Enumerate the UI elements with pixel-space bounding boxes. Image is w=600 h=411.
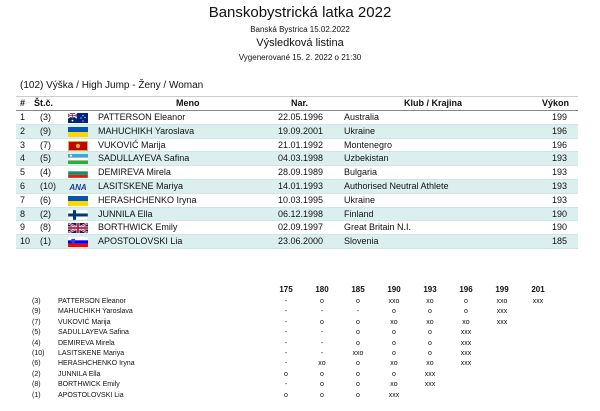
- attempt-mark: xo: [426, 360, 434, 368]
- attempt-mark: o: [428, 308, 432, 316]
- athlete-name: HERASHCHENKO Iryna: [98, 194, 197, 205]
- series-name: LASITSKENE Mariya: [58, 350, 125, 357]
- attempt-mark: o: [320, 381, 324, 389]
- col-result: Výkon: [542, 98, 570, 108]
- attempt-mark: xxo: [496, 298, 508, 305]
- athlete-name: PATTERSON Eleanor: [98, 112, 186, 122]
- attempt-mark: xxo: [352, 350, 364, 357]
- attempt-mark: xxx: [532, 298, 544, 305]
- attempt-mark: o: [356, 391, 360, 399]
- club: Slovenia: [344, 236, 379, 247]
- attempt-mark: o: [356, 360, 360, 368]
- attempt-mark: -: [284, 360, 288, 368]
- attempt-mark: o: [284, 391, 288, 399]
- attempt-mark: -: [320, 339, 324, 347]
- rank: 4: [20, 153, 26, 164]
- attempt-mark: xo: [318, 360, 326, 368]
- table-row: [16, 125, 578, 139]
- result: 193: [552, 153, 568, 164]
- rank: 2: [20, 125, 26, 136]
- attempt-mark: xxx: [460, 339, 472, 347]
- birth-date: 22.05.1996: [278, 112, 324, 122]
- rank: 5: [20, 167, 26, 178]
- rank: 10: [20, 236, 31, 247]
- series-row: [0, 328, 600, 338]
- series-bib: (10): [32, 350, 45, 357]
- generated-timestamp: Vygenerované 15. 2. 2022 o 21:30: [238, 53, 362, 62]
- club: Ukraine: [344, 125, 376, 136]
- height-label: 201: [531, 285, 545, 294]
- rank: 3: [20, 139, 26, 150]
- series-row: [0, 349, 600, 359]
- bib: (2): [40, 208, 51, 219]
- birth-date: 19.09.2001: [278, 125, 324, 136]
- attempt-mark: xxx: [460, 360, 472, 368]
- attempt-mark: xxx: [460, 350, 472, 357]
- table-row: [16, 166, 578, 180]
- height-label: 199: [495, 285, 509, 294]
- attempt-mark: o: [392, 350, 396, 357]
- series-bib: (9): [32, 308, 41, 316]
- table-row: [16, 152, 578, 166]
- attempt-mark: xo: [390, 360, 398, 368]
- attempt-mark: xxx: [460, 329, 472, 337]
- table-row: [16, 139, 578, 153]
- series-name: VUKOVIĆ Marija: [58, 318, 111, 326]
- club: Ukraine: [344, 194, 376, 205]
- event-title: (102) Výška / High Jump - Ženy / Woman: [20, 80, 204, 91]
- table-row: [16, 208, 578, 222]
- bib: (4): [40, 167, 51, 178]
- series-row: [0, 391, 600, 401]
- athlete-name: LASITSKENE Mariya: [98, 180, 184, 191]
- series-name: HERASHCHENKO Iryna: [58, 360, 135, 368]
- result: 196: [552, 139, 568, 150]
- attempt-mark: o: [320, 318, 324, 326]
- series-bib: (3): [32, 298, 41, 305]
- attempt-mark: -: [284, 381, 288, 389]
- birth-date: 21.01.1992: [278, 139, 324, 150]
- series-name: DEMIREVA Mirela: [58, 339, 115, 347]
- attempt-mark: o: [356, 370, 360, 378]
- attempt-mark: xo: [462, 318, 470, 326]
- series-name: APOSTOLOVSKI Lia: [58, 391, 124, 399]
- series-bib: (7): [32, 318, 41, 326]
- attempt-mark: o: [464, 298, 468, 305]
- attempt-mark: xo: [390, 381, 398, 389]
- attempt-mark: xxx: [424, 381, 436, 389]
- birth-date: 23.06.2000: [278, 236, 324, 247]
- club: Uzbekistan: [344, 153, 389, 164]
- attempt-mark: o: [428, 350, 432, 357]
- height-label: 193: [423, 285, 437, 294]
- attempt-mark: xxx: [424, 370, 436, 378]
- rank: 1: [20, 112, 26, 122]
- page-title: Banskobystrická latka 2022: [208, 4, 392, 21]
- series-row: [0, 307, 600, 317]
- attempt-mark: xxo: [388, 298, 400, 305]
- bib: (10): [40, 180, 57, 191]
- birth-date: 02.09.1997: [278, 222, 324, 233]
- height-label: 185: [351, 285, 365, 294]
- attempt-mark: o: [320, 391, 324, 399]
- series-name: PATTERSON Eleanor: [58, 298, 126, 305]
- attempt-mark: o: [428, 329, 432, 337]
- result: 193: [552, 180, 568, 191]
- col-bib: Št.č.: [34, 98, 54, 108]
- attempt-mark: o: [356, 298, 360, 305]
- bib: (5): [40, 153, 51, 164]
- result: 190: [552, 208, 568, 219]
- col-rank: #: [20, 98, 26, 108]
- attempt-mark: o: [392, 308, 396, 316]
- page-subtitle: Výsledková listina: [256, 37, 344, 49]
- attempt-mark: -: [284, 329, 288, 337]
- result: 199: [552, 112, 568, 122]
- attempt-mark: o: [392, 339, 396, 347]
- height-label: 190: [387, 285, 401, 294]
- result: 193: [552, 167, 568, 178]
- height-label: 196: [459, 285, 473, 294]
- series-bib: (4): [32, 339, 41, 347]
- athlete-name: JUNNILA Ella: [98, 208, 153, 219]
- attempt-mark: o: [392, 329, 396, 337]
- attempt-mark: o: [320, 370, 324, 378]
- place-date: Banská Bystrica 15.02.2022: [250, 25, 350, 34]
- height-label: 180: [315, 285, 329, 294]
- table-row: [16, 221, 578, 235]
- birth-date: 14.01.1993: [278, 180, 324, 191]
- series-name: JUNNILA Ella: [58, 370, 101, 378]
- attempt-mark: o: [464, 308, 468, 316]
- result: 196: [552, 125, 568, 136]
- series-name: BORTHWICK Emily: [58, 381, 120, 389]
- results-table: [16, 96, 578, 249]
- series-name: MAHUCHIKH Yaroslava: [58, 308, 133, 316]
- attempt-mark: o: [284, 370, 288, 378]
- series-bib: (2): [32, 370, 41, 378]
- club: Australia: [344, 112, 380, 122]
- bib: (3): [40, 112, 51, 122]
- series-name: SADULLAYEVA Safina: [58, 329, 129, 337]
- attempt-mark: -: [284, 339, 288, 347]
- series-row: [0, 370, 600, 380]
- bib: (1): [40, 236, 51, 247]
- result: 193: [552, 194, 568, 205]
- club: Bulgaria: [344, 167, 378, 178]
- attempt-mark: o: [356, 339, 360, 347]
- club: Montenegro: [344, 139, 393, 150]
- attempt-mark: xo: [390, 318, 398, 326]
- series-bib: (8): [32, 381, 41, 389]
- birth-date: 28.09.1989: [278, 167, 324, 178]
- heights-header: [0, 285, 600, 297]
- bib: (9): [40, 125, 51, 136]
- series-bib: (1): [32, 391, 41, 399]
- series-row: [0, 318, 600, 328]
- table-row: [16, 180, 578, 194]
- athlete-name: VUKOVIĆ Marija: [98, 139, 166, 150]
- table-row: [16, 194, 578, 208]
- attempt-mark: o: [356, 329, 360, 337]
- height-label: 175: [279, 285, 293, 294]
- rank: 8: [20, 208, 26, 219]
- series-row: [0, 339, 600, 349]
- col-club: Klub / Krajina: [404, 98, 463, 108]
- bib: (7): [40, 139, 51, 150]
- club: Great Britain N.I.: [344, 222, 412, 233]
- series-row: [0, 359, 600, 369]
- attempt-mark: xo: [426, 298, 434, 305]
- attempt-mark: xxx: [496, 318, 508, 326]
- attempt-mark: -: [284, 298, 288, 305]
- athlete-name: DEMIREVA Mirela: [98, 167, 171, 178]
- rank: 7: [20, 194, 26, 205]
- rank: 6: [20, 180, 26, 191]
- attempt-mark: -: [284, 318, 288, 326]
- attempt-mark: -: [320, 329, 324, 337]
- birth-date: 06.12.1998: [278, 208, 324, 219]
- club: Finland: [344, 208, 374, 219]
- attempt-mark: -: [320, 308, 324, 316]
- bib: (8): [40, 222, 51, 233]
- attempt-mark: -: [320, 350, 324, 357]
- attempt-mark: xxx: [388, 391, 400, 399]
- attempt-mark: o: [356, 381, 360, 389]
- result: 185: [552, 236, 568, 247]
- attempt-mark: -: [284, 308, 288, 316]
- attempt-mark: o: [428, 339, 432, 347]
- athlete-name: SADULLAYEVA Safina: [98, 153, 190, 164]
- bib: (6): [40, 194, 51, 205]
- attempt-mark: -: [356, 308, 360, 316]
- col-name: Meno: [176, 98, 200, 108]
- birth-date: 10.03.1995: [278, 194, 324, 205]
- attempt-mark: xxx: [496, 308, 508, 316]
- table-row: [16, 235, 578, 249]
- athlete-name: BORTHWICK Emily: [98, 222, 178, 233]
- series-bib: (6): [32, 360, 41, 368]
- athlete-name: MAHUCHIKH Yaroslava: [98, 125, 195, 136]
- series-row: [0, 297, 600, 307]
- ana-label: ANA: [69, 182, 87, 192]
- attempt-mark: xo: [426, 318, 434, 326]
- rank: 9: [20, 222, 26, 233]
- attempt-mark: -: [284, 350, 288, 357]
- birth-date: 04.03.1998: [278, 153, 324, 164]
- series-row: [0, 380, 600, 390]
- result: 190: [552, 222, 568, 233]
- attempt-mark: o: [392, 370, 396, 378]
- attempt-mark: o: [320, 298, 324, 305]
- table-header: [16, 96, 578, 111]
- athlete-name: APOSTOLOVSKI Lia: [98, 236, 183, 247]
- table-row: [16, 111, 578, 125]
- attempt-mark: o: [356, 318, 360, 326]
- club: Authorised Neutral Athlete: [344, 180, 449, 191]
- series-bib: (5): [32, 329, 41, 337]
- col-dob: Nar.: [291, 98, 309, 108]
